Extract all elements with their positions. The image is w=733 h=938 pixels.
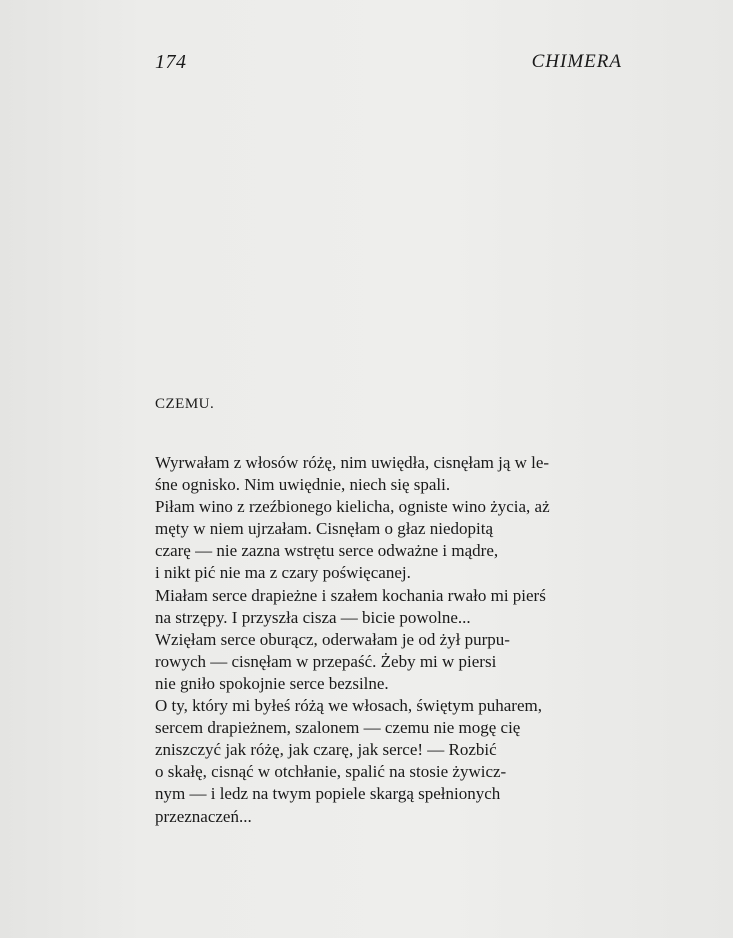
- text-line: na strzępy. I przyszła cisza — bicie powolne...: [155, 607, 471, 627]
- poem-body: [155, 452, 625, 828]
- text-line: przeznaczeń...: [155, 806, 252, 826]
- text-line: rowych — cisnęłam w przepaść. Żeby mi w piersi: [155, 651, 497, 671]
- poem-title: CZEMU.: [155, 396, 215, 412]
- page-number: 174: [155, 51, 187, 73]
- text-line: o skałę, cisnąć w otchłanie, spalić na stosie żywicz-: [155, 762, 507, 782]
- text-line: zniszczyć jak różę, jak czarę, jak serce! — Rozbić: [155, 740, 497, 760]
- text-line: Wzięłam serce oburącz, oderwałam je od żył purpu-: [155, 629, 510, 649]
- text-line: sercem drapieżnem, szalonem — czemu nie mogę cię: [155, 718, 521, 738]
- text-line: Piłam wino z rzeźbionego kielicha, ogniste wino życia, aż: [155, 497, 550, 517]
- paragraph: [155, 695, 625, 828]
- paragraph: [155, 452, 625, 496]
- text-line: męty w niem ujrzałam. Cisnęłam o głaz niedopitą: [155, 519, 494, 539]
- text-line: nie gniło spokojnie serce bezsilne.: [155, 673, 389, 693]
- text-line: czarę — nie zazna wstrętu serce odważne i mądre,: [155, 541, 499, 561]
- text-line: śne ognisko. Nim uwiędnie, niech się spali.: [155, 475, 451, 495]
- text-line: nym — i ledz na twym popiele skargą spełnionych: [155, 784, 501, 804]
- text-line: Wyrwałam z włosów różę, nim uwiędła, cisnęłam ją w le-: [155, 453, 550, 472]
- text-line: i nikt pić nie ma z czary poświęcanej.: [155, 563, 411, 583]
- running-title: CHIMERA: [531, 51, 622, 72]
- paragraph: [155, 496, 625, 584]
- text-line: O ty, który mi byłeś różą we włosach, świętym puharem,: [155, 696, 542, 716]
- text-line: Miałam serce drapieżne i szałem kochania rwało mi pierś: [155, 585, 546, 605]
- paragraph: [155, 585, 625, 695]
